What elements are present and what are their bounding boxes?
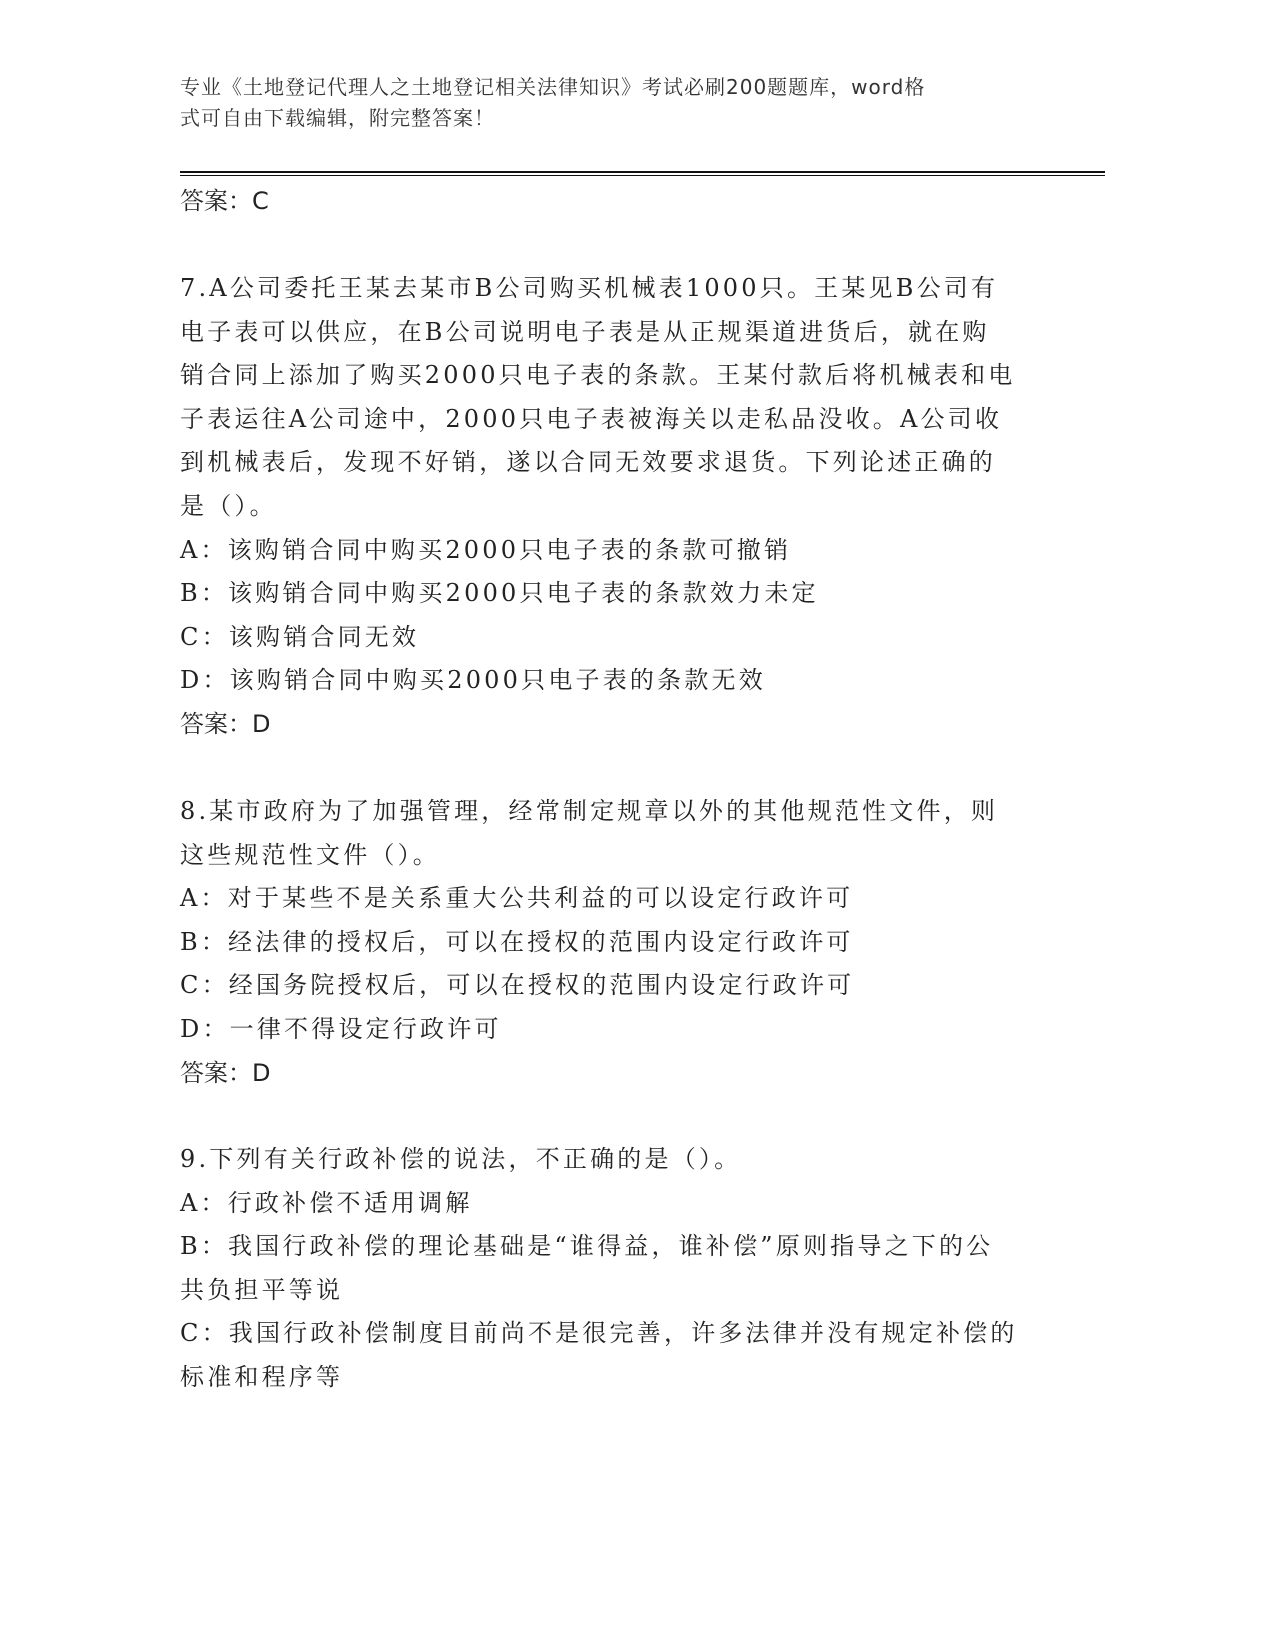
question-stem-line: 子表运往A公司途中，2000只电子表被海关以走私品没收。A公司收 — [180, 404, 1003, 433]
header-line: 专业《土地登记代理人之土地登记相关法律知识》考试必刷200题题库，word格 — [180, 75, 926, 99]
question-9 — [180, 1138, 1018, 1400]
answer-option: C：该购销合同无效 — [180, 622, 420, 651]
answer-text: 答案：D — [180, 1058, 271, 1087]
question-stem-line: 电子表可以供应，在B公司说明电子表是从正规渠道进货后，就在购 — [180, 317, 990, 346]
answer-option: B：经法律的授权后，可以在授权的范围内设定行政许可 — [180, 927, 854, 956]
answer-option: C：我国行政补偿制度目前尚不是很完善，许多法律并没有规定补偿的 — [180, 1319, 1018, 1348]
answer-option: B：我国行政补偿的理论基础是“谁得益，谁补偿”原则指导之下的公 — [180, 1232, 994, 1261]
question-stem-line: 这些规范性文件（）。 — [180, 840, 440, 869]
answer-option: 标准和程序等 — [180, 1362, 344, 1391]
answer-option: A：对于某些不是关系重大公共利益的可以设定行政许可 — [180, 884, 854, 913]
answer-text: 答案：D — [180, 709, 271, 738]
answer-option: A：该购销合同中购买2000只电子表的条款可撤销 — [180, 535, 792, 564]
question-8 — [180, 790, 998, 1095]
answer-option: C：经国务院授权后，可以在授权的范围内设定行政许可 — [180, 971, 855, 1000]
question-stem-line: 8.某市政府为了加强管理，经常制定规章以外的其他规范性文件，则 — [180, 797, 999, 825]
question-stem-line: 到机械表后，发现不好销，遂以合同无效要求退货。下列论述正确的 — [180, 448, 996, 477]
question-stem-line: 7.A公司委托王某去某市B公司购买机械表1000只。王某见B公司有 — [180, 274, 999, 302]
previous-answer — [180, 180, 269, 224]
answer-option: B：该购销合同中购买2000只电子表的条款效力未定 — [180, 579, 819, 608]
answer-text: 答案：C — [180, 187, 269, 215]
header-line: 式可自由下载编辑，附完整答案！ — [180, 106, 495, 130]
header-divider — [180, 171, 1105, 173]
question-stem-line: 是（）。 — [180, 491, 277, 520]
question-stem-line: 9.下列有关行政补偿的说法，不正确的是（）。 — [180, 1145, 742, 1173]
question-stem-line: 销合同上添加了购买2000只电子表的条款。王某付款后将机械表和电 — [180, 361, 1016, 390]
document-header — [180, 72, 925, 134]
header-divider — [180, 175, 1105, 176]
question-7 — [180, 267, 1015, 747]
answer-option: D：该购销合同中购买2000只电子表的条款无效 — [180, 666, 766, 695]
answer-option: D：一律不得设定行政许可 — [180, 1014, 502, 1043]
answer-option: 共负担平等说 — [180, 1275, 344, 1304]
answer-option: A：行政补偿不适用调解 — [180, 1188, 473, 1217]
